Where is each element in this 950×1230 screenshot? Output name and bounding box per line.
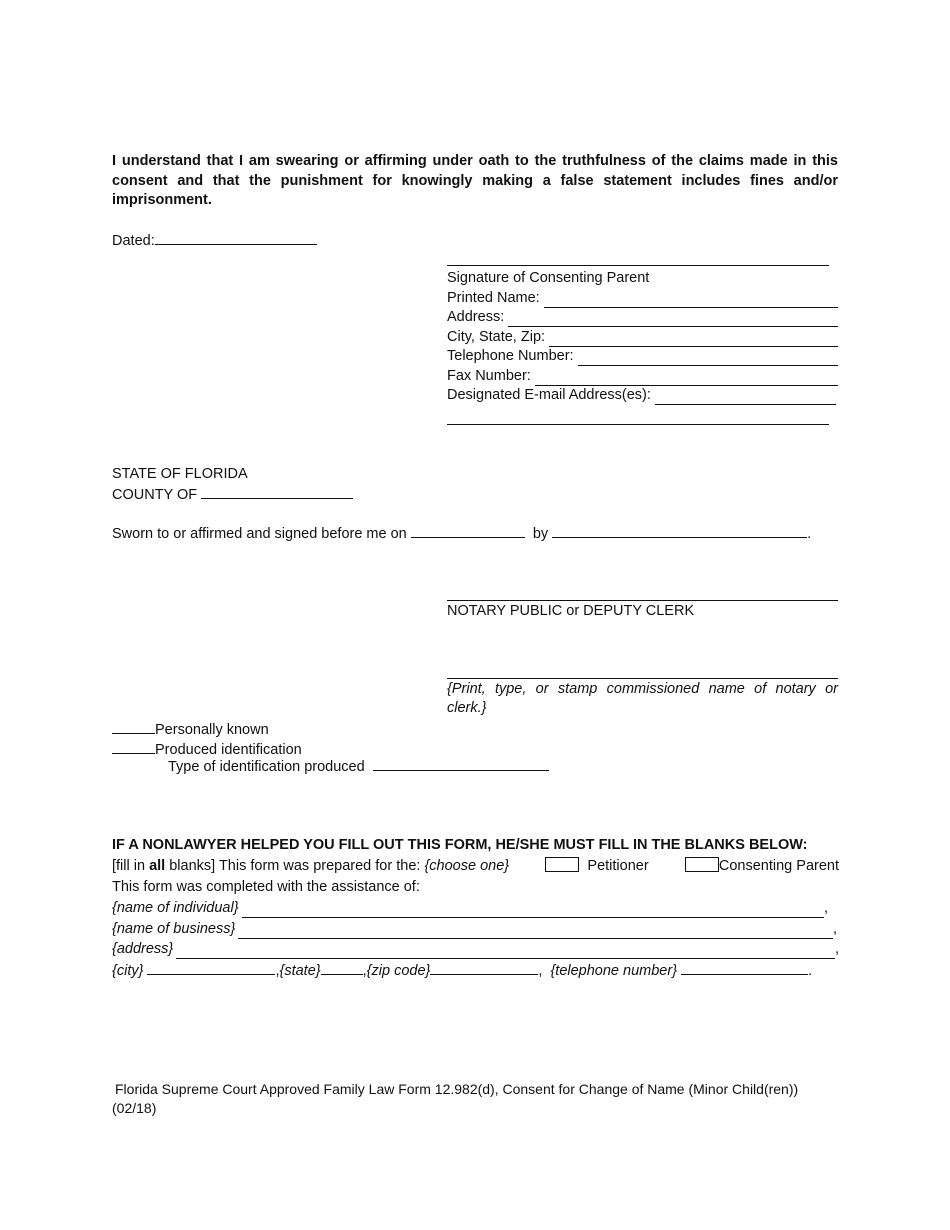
address-comma: , <box>834 941 839 957</box>
fill-suffix: blanks] This form was prepared for the: <box>165 858 425 874</box>
nl-state-blank[interactable] <box>321 960 363 975</box>
telephone-blank[interactable] <box>578 351 838 366</box>
telephone-field[interactable] <box>447 347 838 366</box>
email-field[interactable] <box>447 386 836 405</box>
petitioner-checkbox[interactable] <box>545 857 579 872</box>
printed-name-blank[interactable] <box>544 293 838 308</box>
fax-blank[interactable] <box>535 371 838 386</box>
notary-signature-line[interactable] <box>447 600 838 601</box>
address-blank[interactable] <box>508 312 838 327</box>
business-row <box>112 919 837 939</box>
signature-label: Signature of Consenting Parent <box>447 270 650 286</box>
nl-address-blank[interactable] <box>176 944 835 959</box>
email-blank[interactable] <box>655 390 836 405</box>
individual-row <box>112 898 828 918</box>
nl-city-blank[interactable] <box>147 960 275 975</box>
nonlawyer-heading: IF A NONLAWYER HELPED YOU FILL OUT THIS FORM, HE/SHE MUST FILL IN THE BLANKS BELOW: <box>112 837 808 853</box>
nl-zip-blank[interactable] <box>430 960 538 975</box>
state-label: STATE OF FLORIDA <box>112 466 248 482</box>
nl-zip-label: {zip code} <box>366 963 431 979</box>
id-type-row <box>168 756 549 777</box>
personally-known-label: Personally known <box>155 722 269 738</box>
individual-label: {name of individual} <box>112 900 239 916</box>
nl-address-label: {address} <box>112 941 174 957</box>
choose-one: {choose one} <box>424 858 510 874</box>
prepared-for-row <box>112 857 839 876</box>
city-state-zip-field[interactable] <box>447 328 838 347</box>
footer-form-title: Florida Supreme Court Approved Family Law Form 12.982(d), Consent for Change of Name (Minor Child(ren)) <box>115 1081 799 1097</box>
city-state-zip-phone-row <box>112 960 812 981</box>
prepared-for-text <box>112 857 509 876</box>
dated-label: Dated: <box>112 233 155 249</box>
dated-row <box>112 230 317 251</box>
oath-statement: I understand that I am swearing or affirming under oath to the truthfulness of the claims made in this consent and that the punishment for knowingly making a false statement includes fines and/or imprisonment. <box>112 153 838 208</box>
city-comma: , <box>275 963 280 979</box>
sworn-period: . <box>807 526 812 542</box>
petitioner-label: Petitioner <box>587 858 649 874</box>
email-label: Designated E-mail Address(es): <box>447 387 651 403</box>
sworn-by-blank[interactable] <box>552 523 807 538</box>
address-label: Address: <box>447 309 505 325</box>
footer-date: (02/18) <box>112 1100 157 1116</box>
business-comma: , <box>832 921 837 937</box>
county-blank[interactable] <box>201 484 353 499</box>
sworn-row <box>112 523 811 544</box>
sworn-text: Sworn to or affirmed and signed before me on <box>112 526 407 542</box>
notary-label: NOTARY PUBLIC or DEPUTY CLERK <box>447 603 695 619</box>
individual-comma: , <box>823 900 828 916</box>
email-continuation-line[interactable] <box>447 424 829 425</box>
id-type-label: Type of identification produced <box>168 759 365 775</box>
signature-line[interactable] <box>447 265 829 266</box>
address-field[interactable] <box>447 308 838 327</box>
id-type-blank[interactable] <box>373 756 549 771</box>
nl-phone-label: {telephone number} <box>550 963 678 979</box>
nl-city-label: {city} <box>112 963 144 979</box>
consenting-parent-option[interactable] <box>685 857 839 876</box>
fill-prefix: [fill in <box>112 858 150 874</box>
business-label: {name of business} <box>112 921 236 937</box>
business-blank[interactable] <box>238 924 833 939</box>
address-row <box>112 939 839 959</box>
nl-state-label: {state} <box>279 963 321 979</box>
notary-name-line[interactable] <box>447 678 838 679</box>
produced-id-label: Produced identification <box>155 742 302 758</box>
printed-name-label: Printed Name: <box>447 290 540 306</box>
sworn-by: by <box>532 526 549 542</box>
individual-blank[interactable] <box>242 903 824 918</box>
dated-blank[interactable] <box>155 230 317 245</box>
telephone-label: Telephone Number: <box>447 348 574 364</box>
city-state-zip-blank[interactable] <box>549 332 838 347</box>
consenting-parent-label: Consenting Parent <box>718 858 839 874</box>
personally-known-row <box>112 719 269 740</box>
fill-all: all <box>149 858 166 874</box>
city-state-zip-label: City, State, Zip: <box>447 329 546 345</box>
petitioner-option[interactable] <box>545 857 648 876</box>
print-note: {Print, type, or stamp commissioned name of notary or clerk.} <box>447 681 838 716</box>
produced-id-blank[interactable] <box>112 739 155 754</box>
sworn-date-blank[interactable] <box>411 523 525 538</box>
county-row <box>112 484 353 505</box>
personally-known-blank[interactable] <box>112 719 155 734</box>
zip-comma: , <box>538 963 543 979</box>
state-comma: , <box>362 963 367 979</box>
fax-field[interactable] <box>447 367 838 386</box>
consenting-parent-checkbox[interactable] <box>685 857 719 872</box>
printed-name-field[interactable] <box>447 289 838 308</box>
assisted-by: This form was completed with the assistance of: <box>112 879 420 895</box>
county-label: COUNTY OF <box>112 487 198 503</box>
phone-period: . <box>808 963 813 979</box>
nl-phone-blank[interactable] <box>681 960 808 975</box>
fax-label: Fax Number: <box>447 368 531 384</box>
